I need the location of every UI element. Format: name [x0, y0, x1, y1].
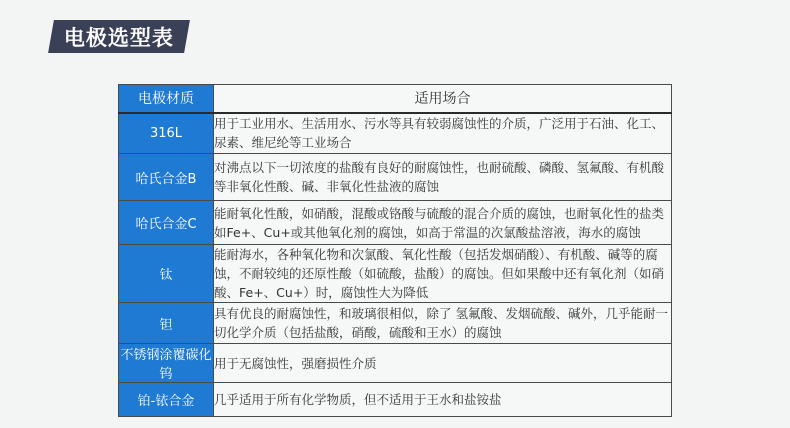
table-row — [119, 201, 672, 245]
page-title: 电极选型表 — [64, 25, 174, 50]
application-cell: 能耐氧化性酸，如硝酸，混酸或铬酸与硫酸的混合介质的腐蚀，也耐氧化性的盐类如Fe+、Cu+或其他氧化剂的腐蚀，如高于常温的次氯酸盐溶液，海水的腐蚀 — [214, 201, 672, 245]
material-cell: 哈氏合金B — [119, 154, 214, 201]
application-cell: 具有优良的耐腐蚀性，和玻璃很相似，除了 氢氟酸、发烟硫酸、碱外，几乎能耐一切化学介质（包括盐酸，硝酸，硫酸和王水）的腐蚀 — [214, 303, 672, 344]
material-cell: 铂-铱合金 — [119, 383, 214, 417]
material-cell: 钽 — [119, 303, 214, 344]
title-badge — [48, 20, 190, 53]
material-cell: 不锈钢涂覆碳化钨 — [119, 344, 214, 383]
table-row — [119, 113, 672, 154]
application-cell: 对沸点以下一切浓度的盐酸有良好的耐腐蚀性，也耐硫酸、磷酸、氢氟酸、有机酸等非氧化性酸、碱、非氧化性盐液的腐蚀 — [214, 154, 672, 201]
application-cell: 用于工业用水、生活用水、污水等具有较弱腐蚀性的介质，广泛用于石油、化工、尿素、维尼纶等工业场合 — [214, 113, 672, 154]
material-cell: 哈氏合金C — [119, 201, 214, 245]
column-header-application: 适用场合 — [214, 85, 672, 113]
table-header-row — [119, 85, 672, 113]
table-row — [119, 245, 672, 303]
table-row — [119, 303, 672, 344]
material-cell: 316L — [119, 113, 214, 154]
application-cell: 几乎适用于所有化学物质，但不适用于王水和盐铵盐 — [214, 383, 672, 417]
material-cell: 钛 — [119, 245, 214, 303]
application-cell: 用于无腐蚀性，强磨损性介质 — [214, 344, 672, 383]
application-cell: 能耐海水，各种氧化物和次氯酸、氧化性酸（包括发烟硝酸）、有机酸、碱等的腐蚀，不耐较纯的还原性酸（如硫酸，盐酸）的腐蚀。但如果酸中还有氧化剂（如硝酸、Fe+、Cu+）时，腐蚀性大为降低 — [214, 245, 672, 303]
table-row — [119, 344, 672, 383]
table-row — [119, 383, 672, 417]
table-row — [119, 154, 672, 201]
electrode-selection-table — [118, 84, 672, 417]
column-header-material: 电极材质 — [119, 85, 214, 113]
